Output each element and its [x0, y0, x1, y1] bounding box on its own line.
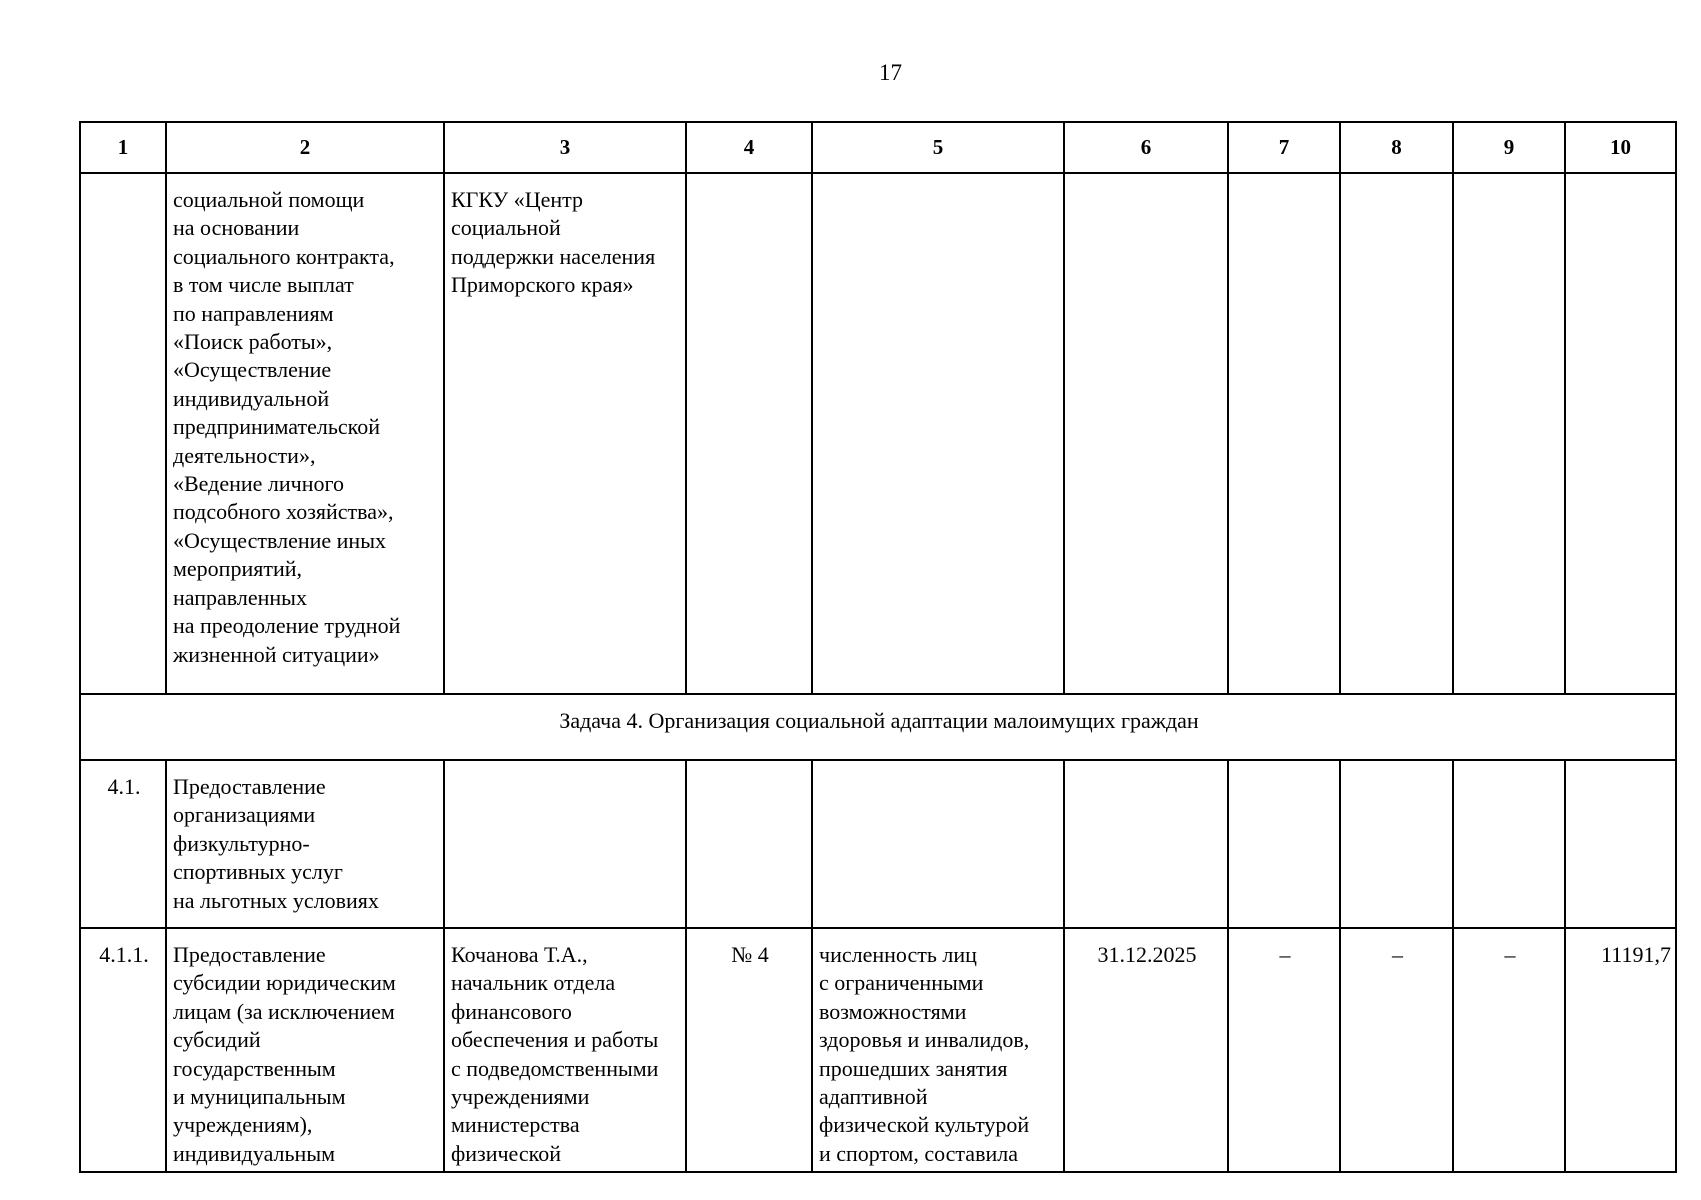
cell-empty [686, 173, 812, 694]
cell-empty [686, 760, 812, 928]
cell-empty [812, 760, 1064, 928]
column-header-6: 6 [1064, 122, 1228, 173]
cell-date: 31.12.2025 [1064, 928, 1228, 1172]
table-row-continued [80, 173, 1676, 694]
column-header-1: 1 [80, 122, 166, 173]
cell-col-8: – [1340, 928, 1453, 1172]
cell-empty [1064, 760, 1228, 928]
table-row-4-1-1 [80, 928, 1676, 1172]
column-header-10: 10 [1565, 122, 1676, 173]
cell-empty [444, 760, 686, 928]
cell-empty [1453, 760, 1565, 928]
table-row-4-1 [80, 760, 1676, 928]
cell-empty [1453, 173, 1565, 694]
cell-empty [1228, 173, 1340, 694]
column-header-5: 5 [812, 122, 1064, 173]
column-header-7: 7 [1228, 122, 1340, 173]
cell-measure-name: Предоставление организациями физкультурно- спортивных услуг на льготных условиях [166, 760, 444, 928]
page-number: 17 [879, 60, 902, 85]
cell-empty [812, 173, 1064, 694]
column-header-2: 2 [166, 122, 444, 173]
column-header-9: 9 [1453, 122, 1565, 173]
task-heading: Задача 4. Организация социальной адаптации малоимущих граждан [80, 694, 1676, 760]
column-header-8: 8 [1340, 122, 1453, 173]
column-number-row [80, 122, 1676, 173]
cell-col-4: № 4 [686, 928, 812, 1172]
column-header-3: 3 [444, 122, 686, 173]
cell-number-empty [80, 173, 166, 694]
cell-measure-name: социальной помощи на основании социального контракта, в том числе выплат по направлениям «Поиск работы», «Осуществление индивидуальной предпринимательской деятельности», «Ведение личного подсобного хозяйства», «Осуществление иных мероприятий, направленных на преодоление трудной жизненной ситуации» [166, 173, 444, 694]
cell-measure-name: Предоставление субсидии юридическим лицам (за исключением субсидий государственным и муниципальным учреждениям), индивидуальным [166, 928, 444, 1172]
task-heading-row [80, 694, 1676, 760]
cell-indicator: численность лиц с ограниченными возможностями здоровья и инвалидов, прошедших занятия адаптивной физической культурой и спортом, составила [812, 928, 1064, 1172]
cell-responsible: Кочанова Т.А., начальник отдела финансового обеспечения и работы с подведомственными учреждениями министерства физической [444, 928, 686, 1172]
cell-item-number: 4.1.1. [80, 928, 166, 1172]
cell-empty [1064, 173, 1228, 694]
cell-responsible: КГКУ «Центр социальной поддержки населения Приморского края» [444, 173, 686, 694]
cell-empty [1340, 173, 1453, 694]
cell-empty [1228, 760, 1340, 928]
cell-empty [1565, 760, 1676, 928]
plan-table [79, 121, 1677, 1173]
cell-col-9: – [1453, 928, 1565, 1172]
cell-col-10-amount: 11191,7 [1565, 928, 1676, 1172]
cell-item-number: 4.1. [80, 760, 166, 928]
cell-empty [1565, 173, 1676, 694]
cell-empty [1340, 760, 1453, 928]
cell-col-7: – [1228, 928, 1340, 1172]
column-header-4: 4 [686, 122, 812, 173]
